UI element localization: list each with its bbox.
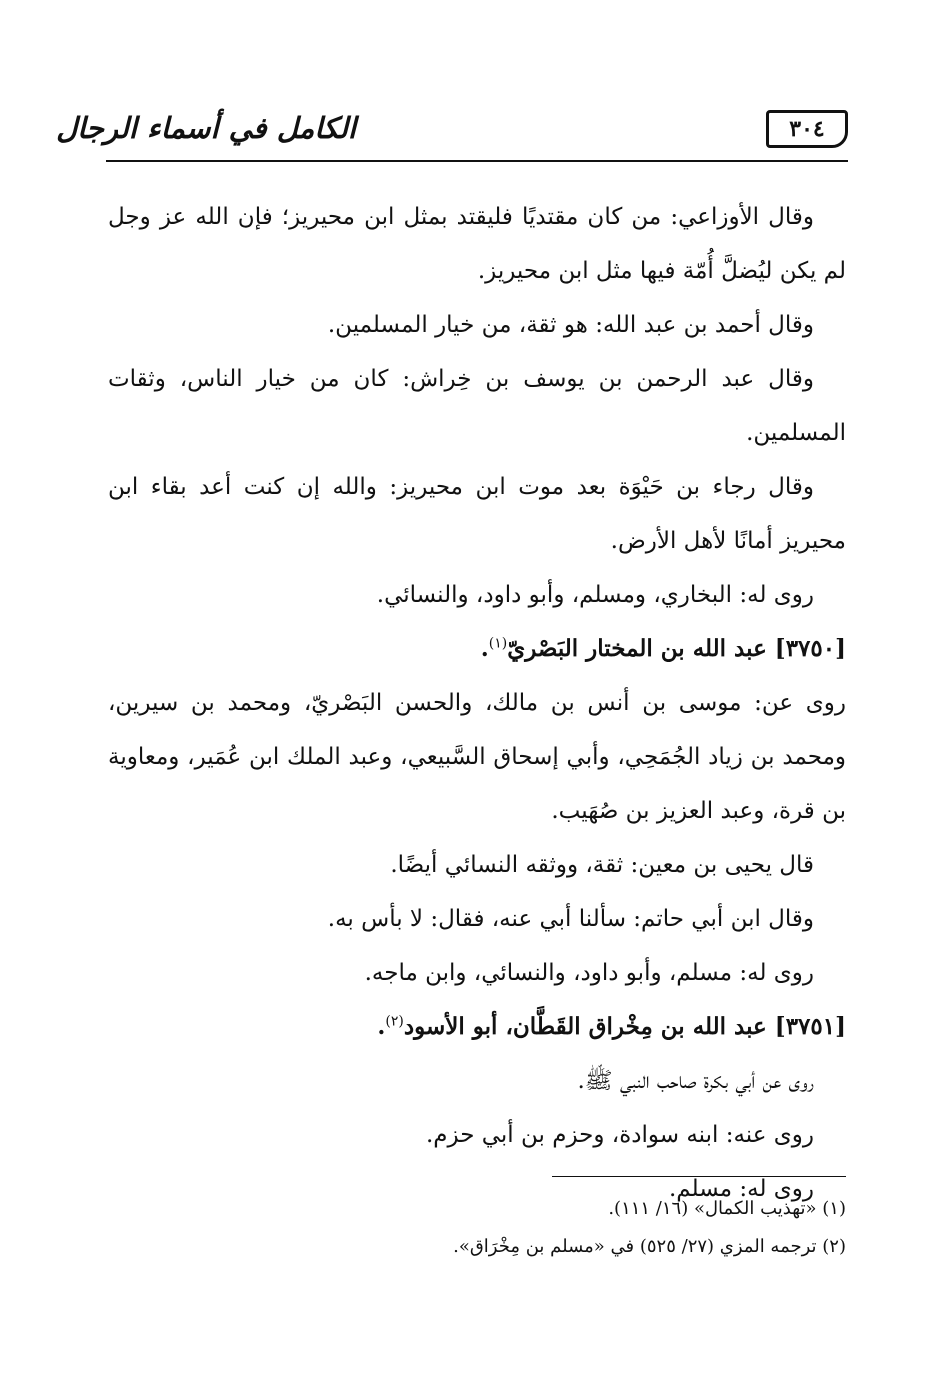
entry-heading — [108, 1000, 846, 1054]
paragraph: روى عن أبي بكرة صاحب النبي ﷺ. — [577, 1068, 814, 1094]
paragraph: قال يحيى بن معين: ثقة، ووثقه النسائي أيضًا. — [390, 852, 814, 878]
footnotes — [108, 1190, 846, 1266]
paragraph: وقال ابن أبي حاتم: سألنا أبي عنه، فقال: لا بأس به. — [327, 906, 814, 932]
paragraph: وقال عبد الرحمن بن يوسف بن خِراش: كان من خيار الناس، وثقات المسلمين. — [108, 366, 846, 446]
paragraph: روى له: مسلم، وأبو داود، والنسائي، وابن ماجه. — [364, 960, 814, 986]
book-title: الكامل في أسماء الرجال — [56, 111, 356, 145]
paragraph: روى عنه: ابنه سوادة، وحزم بن أبي حزم. — [425, 1122, 814, 1148]
header-rule — [106, 160, 848, 162]
footnote-ref: (٢) — [385, 1013, 404, 1030]
entry-end: . — [480, 635, 489, 662]
main-text — [108, 190, 846, 1216]
paragraph: وقال أحمد بن عبد الله: هو ثقة، من خيار المسلمين. — [327, 312, 814, 338]
page-header — [56, 98, 848, 162]
footnote-rule — [552, 1176, 846, 1177]
paragraph: روى له: مسلم. — [669, 1176, 814, 1202]
entry-end: . — [377, 1013, 386, 1040]
footnote-ref: (١) — [488, 635, 508, 652]
entry-heading — [108, 622, 846, 676]
footnote: (١) «تهذيب الكمال» (١٦/ ١١١). — [608, 1198, 846, 1219]
footnote: (٢) ترجمه المزي (٢٧/ ٥٢٥) في «مسلم بن مِخْرَاق». — [453, 1236, 846, 1257]
entry-title: [٣٧٥٠] عبد الله بن المختار البَصْريّ — [507, 635, 846, 662]
page-number: ٣٠٤ — [766, 110, 848, 148]
entry-title: [٣٧٥١] عبد الله بن مِخْراق القَطَّان، أبو الأسود — [403, 1013, 846, 1040]
paragraph: روى عن: موسى بن أنس بن مالك، والحسن البَصْريّ، ومحمد بن سيرين، ومحمد بن زياد الجُمَحِي، وأبي إسحاق السَّبيعي، وعبد الملك ابن عُمَير، ومعاوية بن قرة، وعبد العزيز بن صُهَيب. — [108, 690, 846, 824]
paragraph: روى له: البخاري، ومسلم، وأبو داود، والنسائي. — [376, 582, 814, 608]
paragraph: وقال رجاء بن حَيْوَة بعد موت ابن محيريز: والله إن كنت أعد بقاء ابن محيريز أمانًا لأهل الأرض. — [108, 474, 846, 554]
paragraph: وقال الأوزاعي: من كان مقتديًا فليقتد بمثل ابن محيريز؛ فإن الله عز وجل لم يكن ليُضلَّ أُمّة فيها مثل ابن محيريز. — [108, 204, 846, 284]
